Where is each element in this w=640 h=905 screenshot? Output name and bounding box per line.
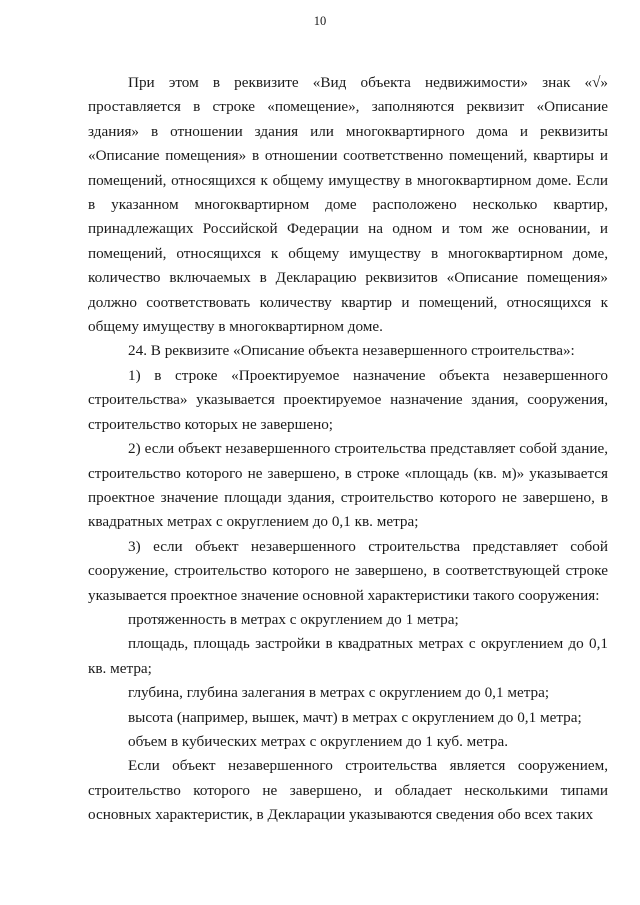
- page-number: 10: [313, 14, 327, 28]
- paragraph-area: площадь, площадь застройки в квадратных метрах с округлением до 0,1 кв. метра;: [88, 635, 608, 677]
- paragraph-item-24: 24. В реквизите «Описание объекта незавершенного строительства»:: [128, 342, 575, 360]
- paragraph-volume: объем в кубических метрах с округлением до 1 куб. метра.: [128, 732, 508, 750]
- paragraph-multiple-characteristics: Если объект незавершенного строительства является сооружением, строительство которого не завершено, и обладает несколькими типами основных характеристик, в Декларации указываются сведения обо всех таких: [88, 757, 608, 824]
- paragraph-subitem-1: 1) в строке «Проектируемое назначение объекта незавершенного строительства» указывается проектируемое назначение здания, сооружения, строительство которых не завершено;: [88, 366, 608, 433]
- paragraph-depth: глубина, глубина залегания в метрах с округлением до 0,1 метра;: [128, 684, 550, 702]
- document-body: [88, 71, 608, 828]
- paragraph-premises-note: При этом в реквизите «Вид объекта недвижимости» знак «√» проставляется в строке «помещение», заполняются реквизит «Описание здания» в отношении здания или многоквартирного дома и реквизиты «Описание помещения» в отношении соответственно помещений, квартиры и помещений, относящихся к общему имуществу в многоквартирном доме. Если в указанном многоквартирном доме расположено несколько квартир, принадлежащих Российской Федерации на одном и том же основании, и помещений, относящихся к общему имуществу в многоквартирном доме, количество включаемых в Декларацию реквизитов «Описание помещения» должно соответствовать количеству квартир и помещений, относящихся к общему имуществу в многоквартирном доме.: [88, 74, 608, 336]
- paragraph-subitem-3: 3) если объект незавершенного строительства представляет собой сооружение, строительство которого не завершено, в соответствующей строке указывается проектное значение основной характеристики такого сооружения:: [88, 537, 608, 604]
- paragraph-subitem-2: 2) если объект незавершенного строительства представляет собой здание, строительство которого не завершено, в строке «площадь (кв. м)» указывается проектное значение площади здания, строительство которого не завершено, в квадратных метрах с округлением до 0,1 кв. метра;: [88, 440, 608, 531]
- paragraph-length: протяженность в метрах с округлением до 1 метра;: [128, 610, 459, 628]
- paragraph-height: высота (например, вышек, мачт) в метрах с округлением до 0,1 метра;: [128, 708, 582, 726]
